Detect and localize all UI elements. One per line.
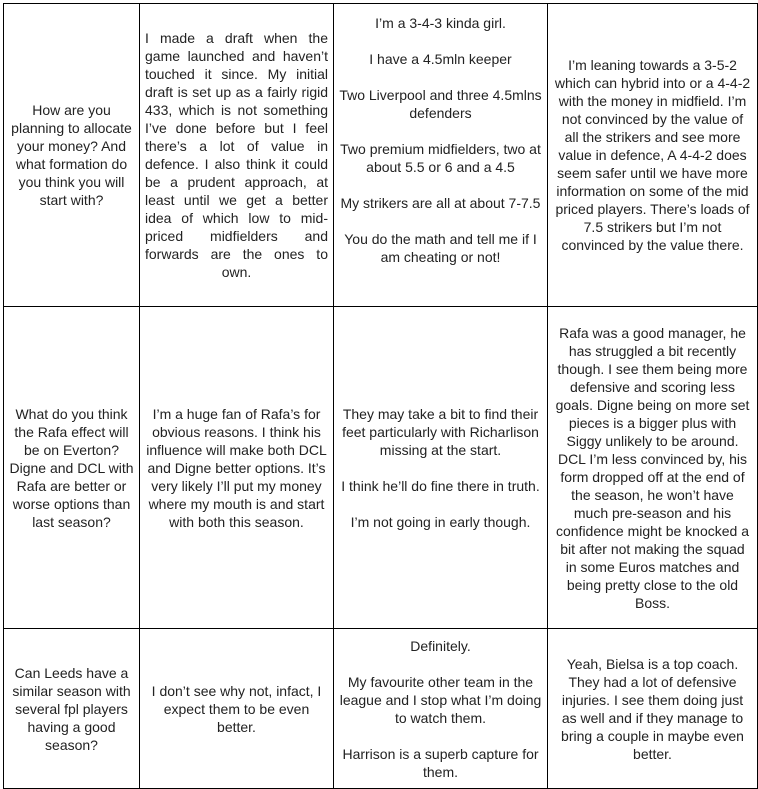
answer-paragraph: I’m a huge fan of Rafa’s for obvious reasons. I think his influence will make both DCL and Digne better options. It’s very likely I’ll put my money where my mouth is and start with both this season. bbox=[146, 405, 327, 530]
question-text: How are you planning to allocate your money? And what formation do you think you will start with? bbox=[11, 102, 132, 208]
answer-paragraph: I think he’ll do fine there in truth. bbox=[341, 477, 540, 494]
answer-cell bbox=[334, 4, 548, 307]
answer-paragraph: My strikers are all at about 7-7.5 bbox=[340, 195, 541, 211]
answer-cell bbox=[140, 307, 334, 629]
question-cell bbox=[4, 4, 140, 307]
question-cell bbox=[4, 307, 140, 629]
answer-cell bbox=[140, 4, 334, 307]
question-cell bbox=[4, 629, 140, 789]
interview-table bbox=[3, 3, 758, 789]
answer-paragraph: I don’t see why not, infact, I expect them to be even better. bbox=[151, 682, 322, 735]
answer-paragraph: My favourite other team in the league and I stop what I’m doing to watch them. bbox=[339, 673, 542, 726]
answer-paragraph: I’m leaning towards a 3-5-2 which can hybrid into or a 4-4-2 with the money in midfield. I’m not convinced by the value of all the strikers and see more value in defence, A 4-4-2 does seem safer until we have more information on some of the mid priced players. There’s loads of 7.5 strikers but I’m not convinced by the value there. bbox=[554, 57, 751, 253]
table-row bbox=[4, 4, 758, 307]
answer-paragraph: Yeah, Bielsa is a top coach. They had a lot of defensive injuries. I see them doing just as well and if they manage to bring a couple in maybe even better. bbox=[561, 655, 744, 762]
answer-paragraph: Two premium midfielders, two at about 5.5 or 6 and a 4.5 bbox=[340, 141, 541, 175]
answer-cell bbox=[334, 629, 548, 789]
question-text: What do you think the Rafa effect will be on Everton? Digne and DCL with Rafa are better or worse options than last season? bbox=[9, 405, 134, 530]
answer-cell bbox=[548, 307, 758, 629]
answer-cell bbox=[140, 629, 334, 789]
answer-cell bbox=[548, 4, 758, 307]
answer-cell bbox=[548, 629, 758, 789]
answer-paragraph: Rafa was a good manager, he has struggled a bit recently though. I see them being more defensive and scoring less goals. Digne being on more set pieces is a bigger plus with Siggy unlikely to be around. DCL I’m less convinced by, his form dropped off at the end of the season, he won’t have much pre-season and his confidence might be knocked a bit after not making the squad in some Euros matches and being pretty close to the old Boss. bbox=[555, 324, 750, 611]
answer-paragraph: Harrison is a superb capture for them. bbox=[342, 745, 539, 780]
answer-paragraph: You do the math and tell me if I am cheating or not! bbox=[344, 231, 537, 265]
answer-paragraph: I have a 4.5mln keeper bbox=[369, 51, 512, 67]
answer-paragraph: I’m not going in early though. bbox=[350, 513, 531, 530]
table-row bbox=[4, 629, 758, 789]
answer-paragraph: Two Liverpool and three 4.5mlns defenders bbox=[339, 87, 542, 121]
answer-paragraph: They may take a bit to find their feet particularly with Richarlison missing at the start. bbox=[342, 405, 539, 458]
answer-paragraph: I’m a 3-4-3 kinda girl. bbox=[375, 15, 506, 31]
answer-paragraph: I made a draft when the game launched and haven’t touched it since. My initial draft is set up as a fairly rigid 433, which is not something I’ve done before but I feel there’s a lot of value in defence. I also think it could be a prudent approach, at least until we get a better idea of which low to mid-priced midfielders and forwards are the ones to own. bbox=[145, 30, 328, 280]
table-row bbox=[4, 307, 758, 629]
answer-paragraph: Definitely. bbox=[410, 637, 471, 654]
answer-cell bbox=[334, 307, 548, 629]
question-text: Can Leeds have a similar season with several fpl players having a good season? bbox=[12, 664, 131, 753]
